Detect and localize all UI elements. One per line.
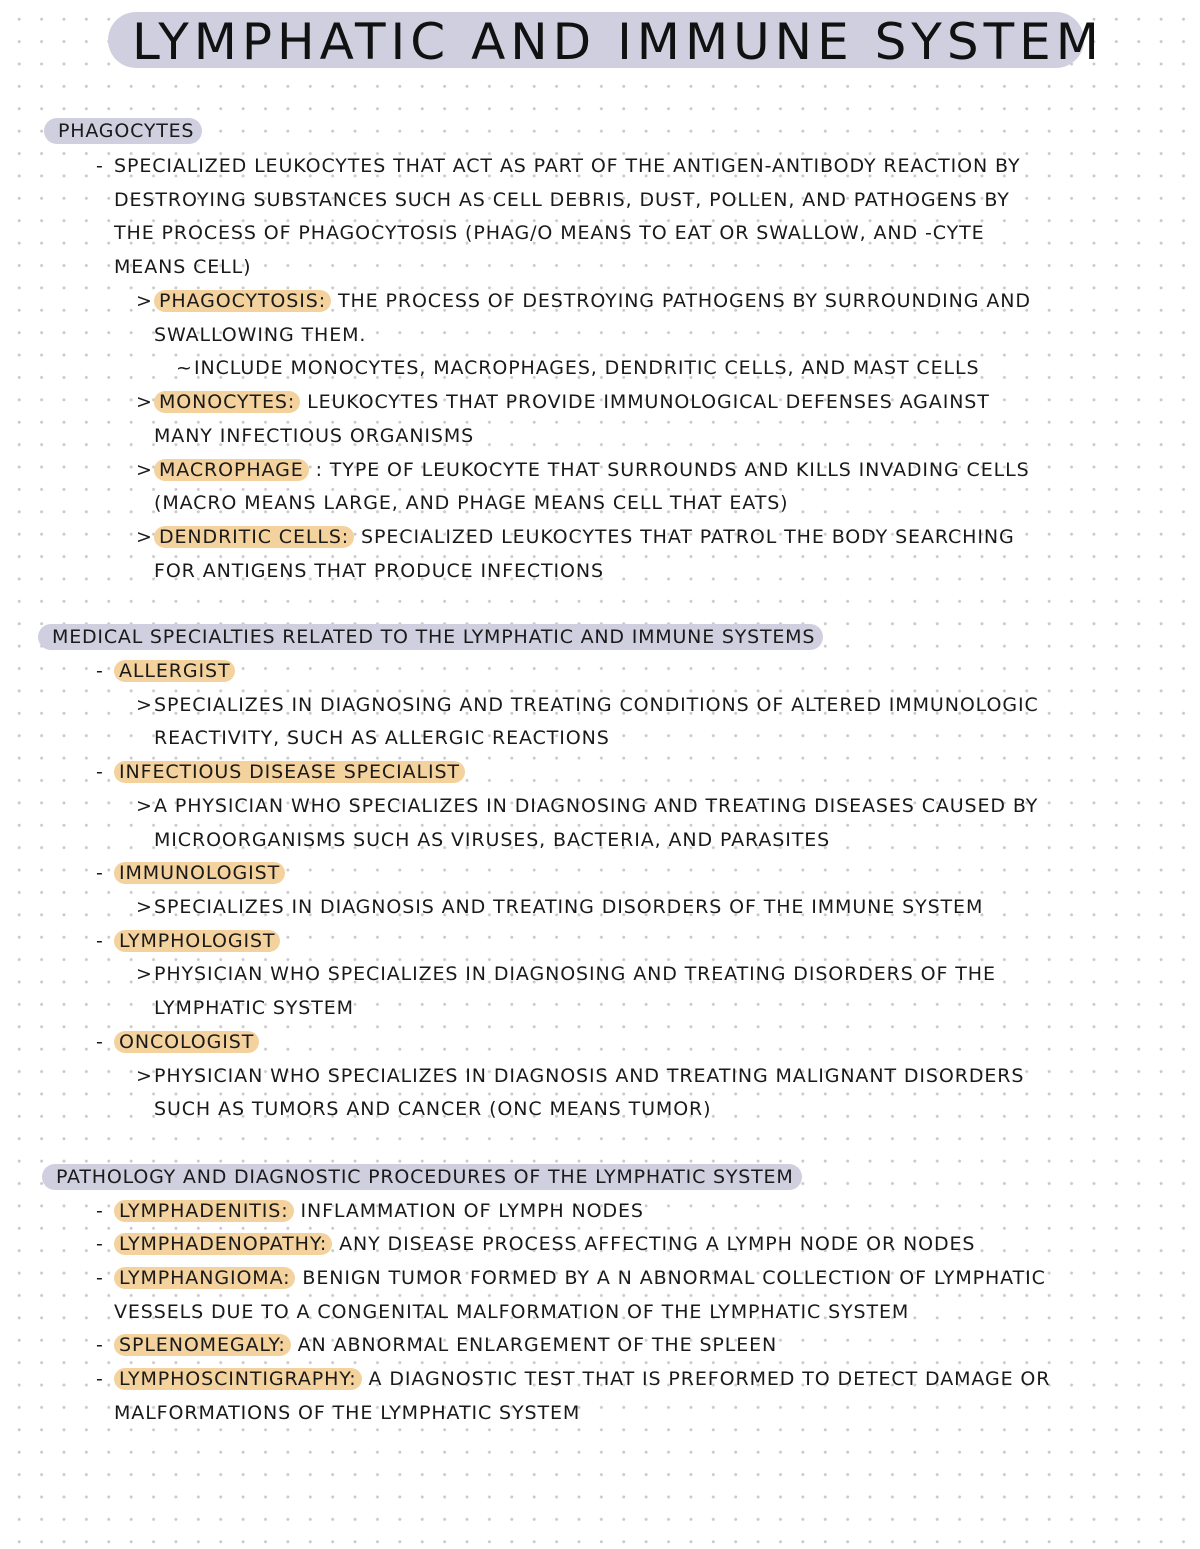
dash-marker: - [96, 761, 104, 783]
term-macrophage: MACROPHAGE [154, 459, 309, 481]
section-heading-pathology: PATHOLOGY AND DIAGNOSTIC PROCEDURES OF THE LYMPHATIC SYSTEM [42, 1164, 802, 1190]
dendritic-line-2: FOR ANTIGENS THAT PRODUCE INFECTIONS [154, 560, 604, 582]
lymphoscintigraphy-item: - LYMPHOSCINTIGRAPHY: A DIAGNOSTIC TEST THAT IS PREFORMED TO DETECT DAMAGE OR [96, 1368, 1051, 1390]
dash-marker: - [96, 1200, 104, 1222]
oncologist-item [96, 1029, 259, 1055]
macrophage-line-2: (MACRO MEANS LARGE, AND PHAGE MEANS CELL THAT EATS) [154, 492, 789, 514]
term-lymphologist: LYMPHOLOGIST [114, 930, 280, 952]
dendritic-item: > DENDRITIC CELLS: SPECIALIZED LEUKOCYTES THAT PATROL THE BODY SEARCHING [136, 526, 1015, 548]
term-oncologist: ONCOLOGIST [114, 1031, 259, 1053]
arrow-marker: > [136, 526, 153, 548]
dash-marker: - [96, 660, 104, 682]
arrow-marker: > [136, 795, 153, 817]
lymphangioma-line-2: VESSELS DUE TO A CONGENITAL MALFORMATION OF THE LYMPHATIC SYSTEM [114, 1301, 910, 1323]
oncologist-detail: >PHYSICIAN WHO SPECIALIZES IN DIAGNOSIS AND TREATING MALIGNANT DISORDERS [136, 1065, 1025, 1087]
phagocytosis-subpoint: ~INCLUDE MONOCYTES, MACROPHAGES, DENDRITIC CELLS, AND MAST CELLS [176, 357, 980, 379]
infectious-detail: >A PHYSICIAN WHO SPECIALIZES IN DIAGNOSING AND TREATING DISEASES CAUSED BY [136, 795, 1039, 817]
phagocytosis-line-2: SWALLOWING THEM. [154, 324, 367, 346]
arrow-marker: > [136, 1065, 153, 1087]
lymphologist-detail-line-2: LYMPHATIC SYSTEM [154, 997, 354, 1019]
immunologist-detail: >SPECIALIZES IN DIAGNOSIS AND TREATING DISORDERS OF THE IMMUNE SYSTEM [136, 896, 984, 918]
tilde-marker: ~ [176, 357, 193, 379]
lymphologist-detail: >PHYSICIAN WHO SPECIALIZES IN DIAGNOSING AND TREATING DISORDERS OF THE [136, 963, 996, 985]
dash-marker: - [96, 1267, 104, 1289]
term-lymphadenitis: LYMPHADENITIS: [114, 1200, 294, 1222]
lymphadenopathy-item: - LYMPHADENOPATHY: ANY DISEASE PROCESS AFFECTING A LYMPH NODE OR NODES [96, 1233, 976, 1255]
infectious-detail-line-2: MICROORGANISMS SUCH AS VIRUSES, BACTERIA, AND PARASITES [154, 829, 831, 851]
term-infectious-disease-specialist: INFECTIOUS DISEASE SPECIALIST [114, 761, 465, 783]
monocytes-line-2: MANY INFECTIOUS ORGANISMS [154, 425, 475, 447]
phagocytes-definition-line-1: - SPECIALIZED LEUKOCYTES THAT ACT AS PART OF THE ANTIGEN-ANTIBODY REACTION BY [96, 155, 1021, 177]
term-dendritic-cells: DENDRITIC CELLS: [154, 526, 354, 548]
term-lymphangioma: LYMPHANGIOMA: [114, 1267, 295, 1289]
lymphoscintigraphy-line-2: MALFORMATIONS OF THE LYMPHATIC SYSTEM [114, 1402, 581, 1424]
arrow-marker: > [136, 290, 153, 312]
arrow-marker: > [136, 896, 153, 918]
phagocytes-definition-line-2: DESTROYING SUBSTANCES SUCH AS CELL DEBRIS, DUST, POLLEN, AND PATHOGENS BY [114, 189, 1010, 211]
term-lymphadenopathy: LYMPHADENOPATHY: [114, 1233, 332, 1255]
lymphangioma-item: - LYMPHANGIOMA: BENIGN TUMOR FORMED BY A N ABNORMAL COLLECTION OF LYMPHATIC [96, 1267, 1046, 1289]
section-heading-phagocytes: PHAGOCYTES [44, 118, 202, 144]
arrow-marker: > [136, 694, 153, 716]
page-title: LYMPHATIC AND IMMUNE SYSTEM [132, 13, 1104, 71]
allergist-detail: >SPECIALIZES IN DIAGNOSING AND TREATING CONDITIONS OF ALTERED IMMUNOLOGIC [136, 694, 1039, 716]
term-phagocytosis: PHAGOCYTOSIS: [154, 290, 331, 312]
arrow-marker: > [136, 459, 153, 481]
allergist-item [96, 658, 235, 684]
dash-marker: - [96, 930, 104, 952]
term-allergist: ALLERGIST [114, 660, 235, 682]
term-monocytes: MONOCYTES: [154, 391, 300, 413]
dash-marker: - [96, 1233, 104, 1255]
phagocytes-definition-line-4: MEANS CELL) [114, 256, 252, 278]
dash-marker: - [96, 1368, 104, 1390]
allergist-detail-line-2: REACTIVITY, SUCH AS ALLERGIC REACTIONS [154, 727, 610, 749]
immunologist-item [96, 860, 285, 886]
lymphadenitis-item: - LYMPHADENITIS: INFLAMMATION OF LYMPH NODES [96, 1200, 644, 1222]
phagocytosis-item: > PHAGOCYTOSIS: THE PROCESS OF DESTROYING PATHOGENS BY SURROUNDING AND [136, 290, 1031, 312]
term-splenomegaly: SPLENOMEGALY: [114, 1334, 291, 1356]
dash-marker: - [96, 1334, 104, 1356]
arrow-marker: > [136, 963, 153, 985]
term-lymphoscintigraphy: LYMPHOSCINTIGRAPHY: [114, 1368, 362, 1390]
infectious-item [96, 759, 465, 785]
term-immunologist: IMMUNOLOGIST [114, 862, 285, 884]
splenomegaly-item: - SPLENOMEGALY: AN ABNORMAL ENLARGEMENT OF THE SPLEEN [96, 1334, 778, 1356]
oncologist-detail-line-2: SUCH AS TUMORS AND CANCER (ONC MEANS TUMOR) [154, 1098, 712, 1120]
macrophage-item: > MACROPHAGE : TYPE OF LEUKOCYTE THAT SURROUNDS AND KILLS INVADING CELLS [136, 459, 1030, 481]
arrow-marker: > [136, 391, 153, 413]
lymphologist-item [96, 928, 280, 954]
dash-marker: - [96, 1031, 104, 1053]
monocytes-item: > MONOCYTES: LEUKOCYTES THAT PROVIDE IMMUNOLOGICAL DEFENSES AGAINST [136, 391, 990, 413]
dash-marker: - [96, 862, 104, 884]
phagocytes-definition-line-3: THE PROCESS OF PHAGOCYTOSIS (PHAG/O MEANS TO EAT OR SWALLOW, AND -CYTE [114, 222, 985, 244]
dash-marker: - [96, 155, 104, 177]
section-heading-specialties: MEDICAL SPECIALTIES RELATED TO THE LYMPHATIC AND IMMUNE SYSTEMS [38, 624, 823, 650]
